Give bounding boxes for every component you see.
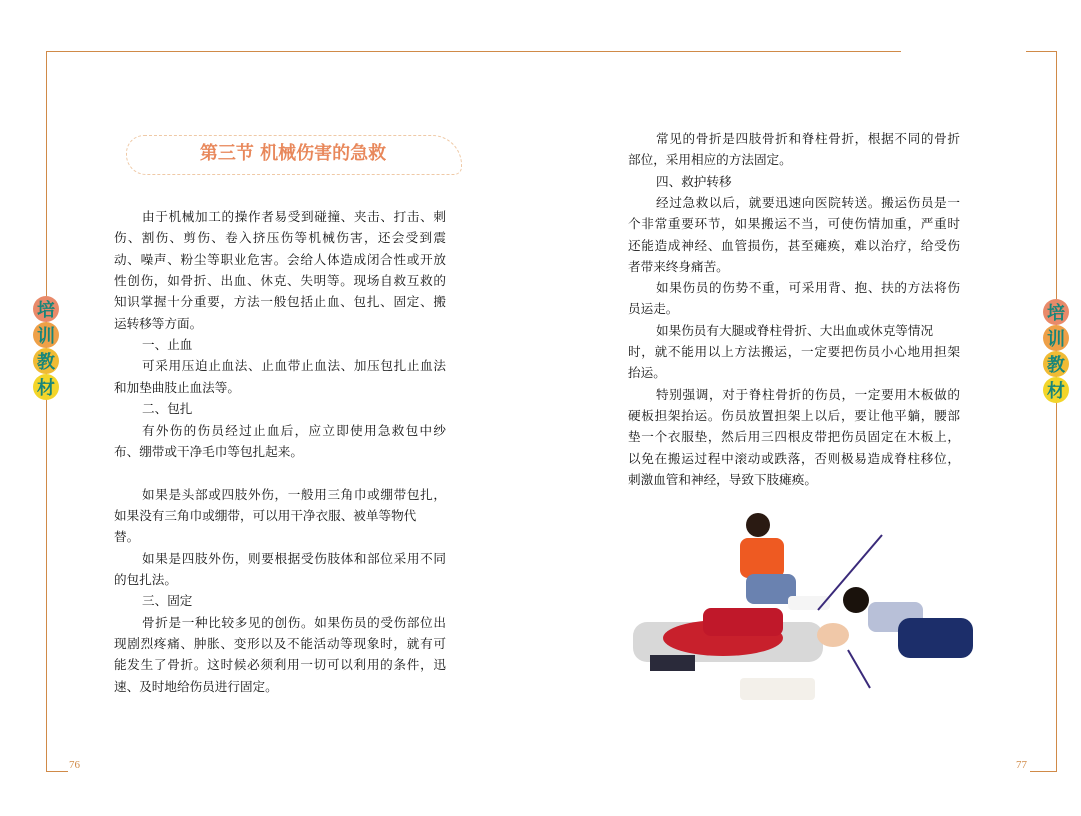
text-line: 骨折是一种比较多见的创伤。如果伤员的受伤部位出 xyxy=(142,614,446,630)
text-line: 还能造成神经、血管损伤，甚至瘫痪，难以治疗，给受伤 xyxy=(628,237,960,253)
text-line: 替。 xyxy=(114,529,140,545)
section-title: 第三节 机械伤害的急救 xyxy=(199,143,387,164)
text-line: 性创伤，如骨折、出血、休克、失明等。现场自救互救的 xyxy=(114,273,446,289)
badge-char: 培 xyxy=(33,296,59,322)
text-line: 刺激血管和神经，导致下肢瘫痪。 xyxy=(628,471,817,487)
text-line: 三、固定 xyxy=(142,593,193,609)
text-line: 能发生了骨折。这时候必须利用一切可以利用的条件，迅 xyxy=(114,657,446,673)
rescuer-2-head xyxy=(843,587,869,613)
text-line: 时，就不能用以上方法搬运，一定要把伤员小心地用担架 xyxy=(628,344,960,359)
badge-char: 教 xyxy=(1043,351,1069,377)
text-line: 如果伤员有大腿或脊柱骨折、大出血或休克等情况 xyxy=(656,322,934,338)
text-line: 如果是四肢外伤，则要根据受伤肢体和部位采用不同 xyxy=(142,550,446,566)
text-line: 以免在搬运过程中滚动或跌落，否则极易造成脊柱移位， xyxy=(628,450,960,466)
rescuer-1-head xyxy=(746,513,770,537)
rescuer-2-pants xyxy=(898,618,973,658)
text-line: 如果伤员的伤势不重，可采用背、抱、扶的方法将伤 xyxy=(656,280,960,296)
text-line: 可采用压迫止血法、止血带止血法、加压包扎止血法 xyxy=(142,358,446,374)
text-line: 者带来终身痛苦。 xyxy=(628,258,729,274)
text-line: 硬板担架抬运。伤员放置担架上以后，要让他平躺，腰部 xyxy=(628,407,960,423)
text-line: 速、及时地给伤员进行固定。 xyxy=(114,678,278,694)
text-line: 一、止血 xyxy=(142,337,193,353)
text-line: 现剧烈疼痛、肿胀、变形以及不能活动等现象时，就有可 xyxy=(114,636,446,651)
badge-char: 训 xyxy=(1043,325,1069,351)
text-line: 伤、割伤、剪伤、卷入挤压伤等机械伤害，还会受到震 xyxy=(114,230,446,246)
text-line: 如果是头部或四肢外伤，一般用三角巾或绷带包扎， xyxy=(142,486,446,502)
text-line: 部位，采用相应的方法固定。 xyxy=(628,152,792,168)
side-badge-right xyxy=(1043,299,1069,403)
badge-char: 材 xyxy=(1043,377,1069,403)
text-line: 知识掌握十分重要，方法一般包括止血、包扎、固定、搬 xyxy=(114,294,446,310)
text-line: 的包扎法。 xyxy=(114,571,177,587)
right-border xyxy=(1056,51,1057,771)
text-line: 布、绷带或干净毛巾等包扎起来。 xyxy=(114,443,303,459)
red-bag xyxy=(703,608,783,636)
left-bottom-border xyxy=(46,771,68,772)
text-line: 由于机械加工的操作者易受到碰撞、夹击、打击、刺 xyxy=(142,209,446,224)
injured-head xyxy=(817,623,849,647)
text-line: 员运走。 xyxy=(628,301,679,317)
text-line: 有外伤的伤员经过止血后，应立即使用急救包中纱 xyxy=(142,422,446,438)
pointer-line-2 xyxy=(848,650,870,688)
text-line: 和加垫曲肢止血法等。 xyxy=(114,379,240,395)
text-line: 垫一个衣服垫，然后用三四根皮带把伤员固定在木板上， xyxy=(628,429,960,445)
text-line: 经过急救以后，就要迅速向医院转送。搬运伤员是一 xyxy=(656,194,960,210)
side-badge-left xyxy=(33,296,59,400)
left-border xyxy=(46,51,47,771)
text-line: 动、噪声、粉尘等职业危害。会给人体造成闭合性或开放 xyxy=(114,251,446,267)
right-top-border xyxy=(1026,51,1057,52)
text-line: 四、救护转移 xyxy=(656,173,732,189)
badge-char: 材 xyxy=(33,374,59,400)
text-line: 如果没有三角巾或绷带，可以用干净衣服、被单等物代 xyxy=(114,507,417,523)
badge-char: 训 xyxy=(33,322,59,348)
text-line: 二、包扎 xyxy=(142,401,193,417)
page-number-left: 76 xyxy=(69,759,80,771)
right-bottom-border xyxy=(1030,771,1057,772)
first-aid-illustration xyxy=(628,510,1003,705)
rescuer-1-shirt xyxy=(740,538,784,578)
text-line: 运转移等方面。 xyxy=(114,315,203,331)
badge-char: 教 xyxy=(33,348,59,374)
text-line: 个非常重要环节，如果搬运不当，可使伤情加重，严重时 xyxy=(628,216,960,232)
top-border xyxy=(46,51,901,52)
badge-char: 培 xyxy=(1043,299,1069,325)
folded-cloth xyxy=(740,678,815,700)
text-line: 特别强调，对于脊柱骨折的伤员，一定要用木板做的 xyxy=(656,386,960,402)
text-line: 常见的骨折是四肢骨折和脊柱骨折，根据不同的骨折 xyxy=(656,131,960,146)
book xyxy=(650,655,695,671)
page-number-right: 77 xyxy=(1016,759,1027,771)
text-line: 抬运。 xyxy=(628,365,666,381)
